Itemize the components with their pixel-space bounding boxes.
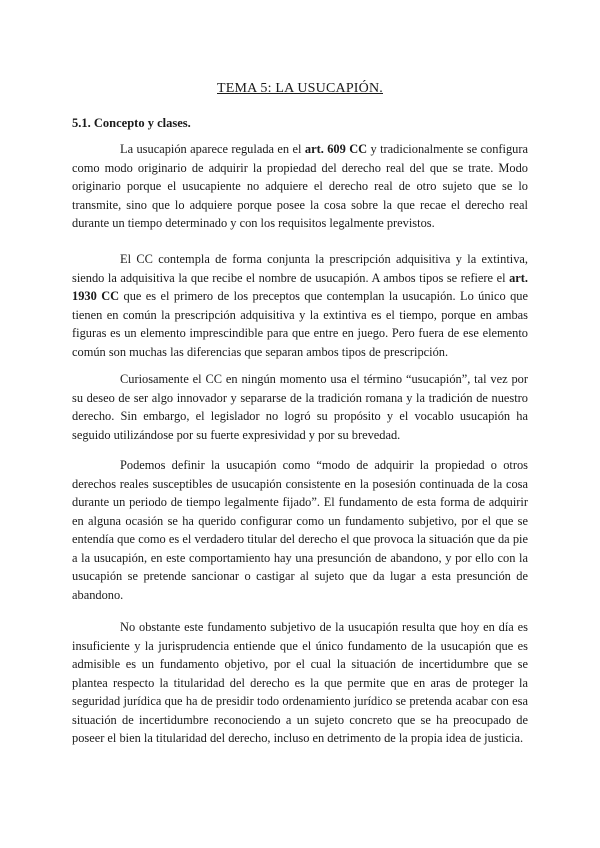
paragraph-text: No obstante este fundamento subjetivo de la usucapión resulta que hoy en día es insuficiente y la jurisprudencia entiende que el único fundamento de la usucapión que es admisible es un fundamento objetivo, por el cual la situación de incertidumbre que se plantea respecto la titularidad del derecho es la que permite que en aras de proteger la seguridad jurídica que ha de presidir todo ordenamiento jurídico se pretenda acabar con esa situación de incertidumbre reconociendo a un sujeto concreto que se ha preocupado de poseer el bien la titularidad del derecho, incluso en detrimento de la propia idea de justicia. <box>72 620 528 745</box>
paragraph-text: La usucapión aparece regulada en el <box>120 142 305 156</box>
section-heading: 5.1. Concepto y clases. <box>72 116 191 130</box>
paragraph <box>72 456 528 604</box>
paragraph-text: que es el primero de los preceptos que contemplan la usucapión. Lo único que tienen en común la prescripción adquisitiva y la extintiva es el tiempo, porque en ambas figuras es un elemento imprescindible para que entre en juego. Pero fuera de ese elemento común son muchas las diferencias que separan ambos tipos de prescripción. <box>72 289 528 359</box>
paragraph-text: Podemos definir la usucapión como “modo de adquirir la propiedad o otros derechos reales susceptibles de usucapión consistente en la posesión continuada de la cosa durante un periodo de tiempo legalmente fijado”. El fundamento de esta forma de adquirir en alguna ocasión se ha querido configurar como un fundamento subjetivo, por el que se entendía que como es el verdadero titular del derecho el que provoca la situación que da pie a la usucapión, en este comportamiento hay una presunción de abandono, y por ello con la usucapión se pretende sancionar o castigar al sujeto que da lugar a esta presunción de abandono. <box>72 458 528 602</box>
legal-reference: art. 609 CC <box>304 142 368 156</box>
paragraph <box>72 618 528 748</box>
paragraph <box>72 250 528 361</box>
paragraph <box>72 370 528 444</box>
paragraph-text: Curiosamente el CC en ningún momento usa el término “usucapión”, tal vez por su deseo de ser algo innovador y separarse de la tradición romana y la tradición de nuestro derecho. Sin embargo, el legislador no logró su propósito y el vocablo usucapión ha seguido utilizándose por su fuerte expresividad y por su brevedad. <box>72 372 528 442</box>
paragraph-text: y tradicionalmente se configura como modo originario de adquirir la propiedad del derecho real del que se trate. Modo originario porque el usucapiente no adquiere el derecho real de otro sujeto que se lo transmite, sino que lo adquiere porque posee la cosa sobre la que recae el derecho real durante un tiempo determinado y con los requisitos legalmente previstos. <box>72 142 528 230</box>
legal-reference: art. 1930 CC <box>72 270 528 303</box>
page-title: TEMA 5: LA USUCAPIÓN. <box>217 81 383 96</box>
paragraph-text: El CC contempla de forma conjunta la prescripción adquisitiva y la extintiva, siendo la adquisitiva la que recibe el nombre de usucapión. A ambos tipos se refiere el <box>72 252 528 285</box>
paragraph <box>72 140 528 233</box>
